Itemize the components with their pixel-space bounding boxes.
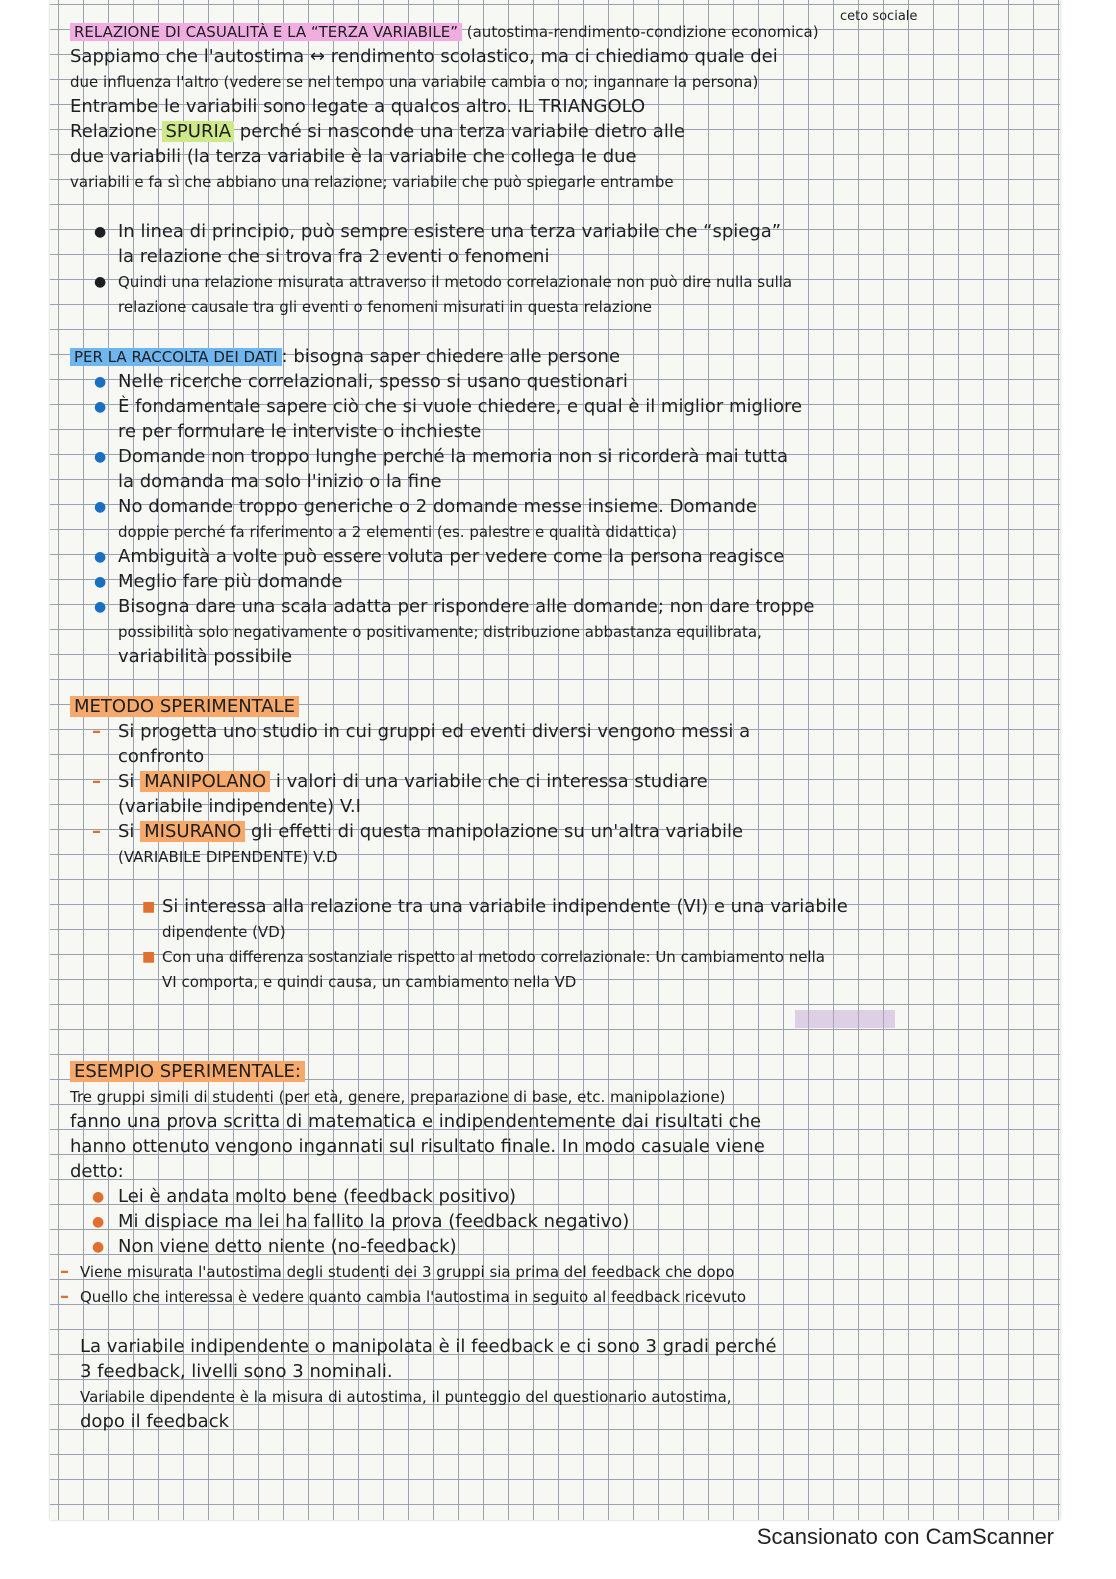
dash-text: confronto xyxy=(118,746,205,767)
text-line: Tre gruppi simili di studenti (per età, genere, preparazione di base, etc. manipolazione) xyxy=(70,1088,726,1106)
scanner-watermark: Scansionato con CamScanner xyxy=(756,1524,1054,1549)
text-line: due variabili (la terza variabile è la variabile che collega le due xyxy=(70,146,637,167)
text-line: Relazione SPURIA perché si nasconde una terza variabile dietro alle xyxy=(70,121,685,142)
dash-text: Quello che interessa è vedere quanto cambia l'autostima in seguito al feedback ricevuto xyxy=(80,1288,746,1306)
bullet-text: Non viene detto niente (no-feedback) xyxy=(118,1236,457,1257)
bullet-text: dipendente (VD) xyxy=(162,923,286,941)
bullet-text: Con una differenza sostanziale rispetto al metodo correlazionale: Un cambiamento nella xyxy=(162,948,825,966)
bullet-dot: ● xyxy=(94,574,107,590)
text-line: variabili e fa sì che abbiano una relazione; variabile che può spiegarle entrambe xyxy=(70,173,674,191)
bullet-text: Nelle ricerche correlazionali, spesso si usano questionari xyxy=(118,371,628,392)
heading-highlight: ESEMPIO SPERIMENTALE: xyxy=(70,1061,305,1082)
text-line: Entrambe le variabili sono legate a qualcos altro. IL TRIANGOLO xyxy=(70,96,646,117)
bullet-dot: ● xyxy=(94,499,107,515)
bullet-text: la domanda ma solo l'inizio o la fine xyxy=(118,471,442,492)
bullet-text: possibilità solo negativamente o positivamente; distribuzione abbastanza equilibrata, xyxy=(118,623,762,641)
bullet-dot: ● xyxy=(94,374,107,390)
text-line: La variabile indipendente o manipolata è il feedback e ci sono 3 gradi perché xyxy=(80,1336,777,1357)
bullet-text: doppie perché fa riferimento a 2 elementi (es. palestre e qualità didattica) xyxy=(118,523,677,541)
bullet-text: Quindi una relazione misurata attraverso il metodo correlazionale non può dire nulla sulla xyxy=(118,273,793,291)
bullet-text: la relazione che si trova fra 2 eventi o fenomeni xyxy=(118,246,550,267)
bullet-text: re per formulare le interviste o inchieste xyxy=(118,421,482,442)
bullet-text: relazione causale tra gli eventi o fenomeni misurati in questa relazione xyxy=(118,298,652,316)
bullet-text: Bisogna dare una scala adatta per rispondere alle domande; non dare troppe xyxy=(118,596,815,617)
bullet-text: variabilità possibile xyxy=(118,646,293,667)
dash-marker: – xyxy=(92,721,101,742)
bullet-text: In linea di principio, può sempre esistere una terza variabile che “spiega” xyxy=(118,221,782,242)
bullet-text: Mi dispiace ma lei ha fallito la prova (feedback negativo) xyxy=(118,1211,630,1232)
section-title-data-collection: PER LA RACCOLTA DEI DATI : bisogna saper chiedere alle persone xyxy=(70,345,1048,369)
text-line: due influenza l'altro (vedere se nel tempo una variabile cambia o no; ingannare la persona) xyxy=(70,73,759,91)
text-line: fanno una prova scritta di matematica e indipendentemente dai risultati che xyxy=(70,1111,762,1132)
text-line: Variabile dipendente è la misura di autostima, il punteggio del questionario autostima, xyxy=(80,1388,732,1406)
text-line: dopo il feedback xyxy=(80,1411,230,1432)
margin-annotation: ceto sociale xyxy=(840,9,918,24)
dash-text: Viene misurata l'autostima degli studenti dei 3 gruppi sia prima del feedback che dopo xyxy=(80,1263,735,1281)
bullet-dot: ■ xyxy=(142,949,156,965)
bullet-dot: ■ xyxy=(142,899,156,915)
dash-text: Si MANIPOLANO i valori di una variabile che ci interessa studiare xyxy=(118,771,708,792)
dash-text: (VARIABILE DIPENDENTE) V.D xyxy=(118,848,338,866)
bullet-dot: ● xyxy=(92,1189,105,1205)
dash-marker: – xyxy=(60,1261,69,1282)
bullet-text: Lei è andata molto bene (feedback positivo) xyxy=(118,1186,517,1207)
bullet-text: Si interessa alla relazione tra una variabile indipendente (VI) e una variabile xyxy=(162,896,848,917)
bullet-text: Domande non troppo lunghe perché la memoria non si ricorderà mai tutta xyxy=(118,446,788,467)
dash-text: Si MISURANO gli effetti di questa manipolazione su un'altra variabile xyxy=(118,821,744,842)
bullet-dot: ● xyxy=(92,1239,105,1255)
text-line: detto: xyxy=(70,1161,124,1182)
dash-marker: – xyxy=(92,821,101,842)
dash-text: Si progetta uno studio in cui gruppi ed eventi diversi vengono messi a xyxy=(118,721,751,742)
heading-highlight: PER LA RACCOLTA DEI DATI xyxy=(70,348,282,366)
title-highlight: RELAZIONE DI CASUALITÀ E LA “TERZA VARIABILE” xyxy=(70,23,462,41)
section-title-causality: RELAZIONE DI CASUALITÀ E LA “TERZA VARIABILE” (autostima-rendimento-condizione economica) xyxy=(70,20,1048,44)
bullet-text: Meglio fare più domande xyxy=(118,571,343,592)
manipolano-highlight: MANIPOLANO xyxy=(140,771,270,792)
heading-highlight: METODO SPERIMENTALE xyxy=(70,696,299,717)
spuria-highlight: SPURIA xyxy=(162,121,234,142)
bullet-dot: ● xyxy=(94,224,107,240)
bullet-dot: ● xyxy=(94,599,107,615)
dash-marker: – xyxy=(60,1286,69,1307)
notebook-page xyxy=(50,0,1060,1520)
section-title-experimental-method xyxy=(70,695,1048,719)
bullet-text: Ambiguità a volte può essere voluta per vedere come la persona reagisce xyxy=(118,546,785,567)
text-line: 3 feedback, livelli sono 3 nominali. xyxy=(80,1361,393,1382)
bullet-text: VI comporta, e quindi causa, un cambiamento nella VD xyxy=(162,973,577,991)
dash-text: (variabile indipendente) V.I xyxy=(118,796,361,817)
bullet-text: No domande troppo generiche o 2 domande messe insieme. Domande xyxy=(118,496,757,517)
dash-marker: – xyxy=(92,771,101,792)
bullet-dot: ● xyxy=(92,1214,105,1230)
bullet-dot: ● xyxy=(94,449,107,465)
text-line: hanno ottenuto vengono ingannati sul risultato finale. In modo casuale viene xyxy=(70,1136,765,1157)
text-line: Sappiamo che l'autostima ↔ rendimento scolastico, ma ci chiediamo quale dei xyxy=(70,46,778,67)
section-title-experimental-example xyxy=(70,1060,1048,1084)
misurano-highlight: MISURANO xyxy=(140,821,245,842)
bullet-dot: ● xyxy=(94,549,107,565)
bullet-text: È fondamentale sapere ciò che si vuole chiedere, e qual è il miglior migliore xyxy=(118,396,803,417)
bullet-dot: ● xyxy=(94,399,107,415)
bullet-dot: ● xyxy=(94,274,107,290)
highlighter-smudge xyxy=(795,1010,895,1028)
